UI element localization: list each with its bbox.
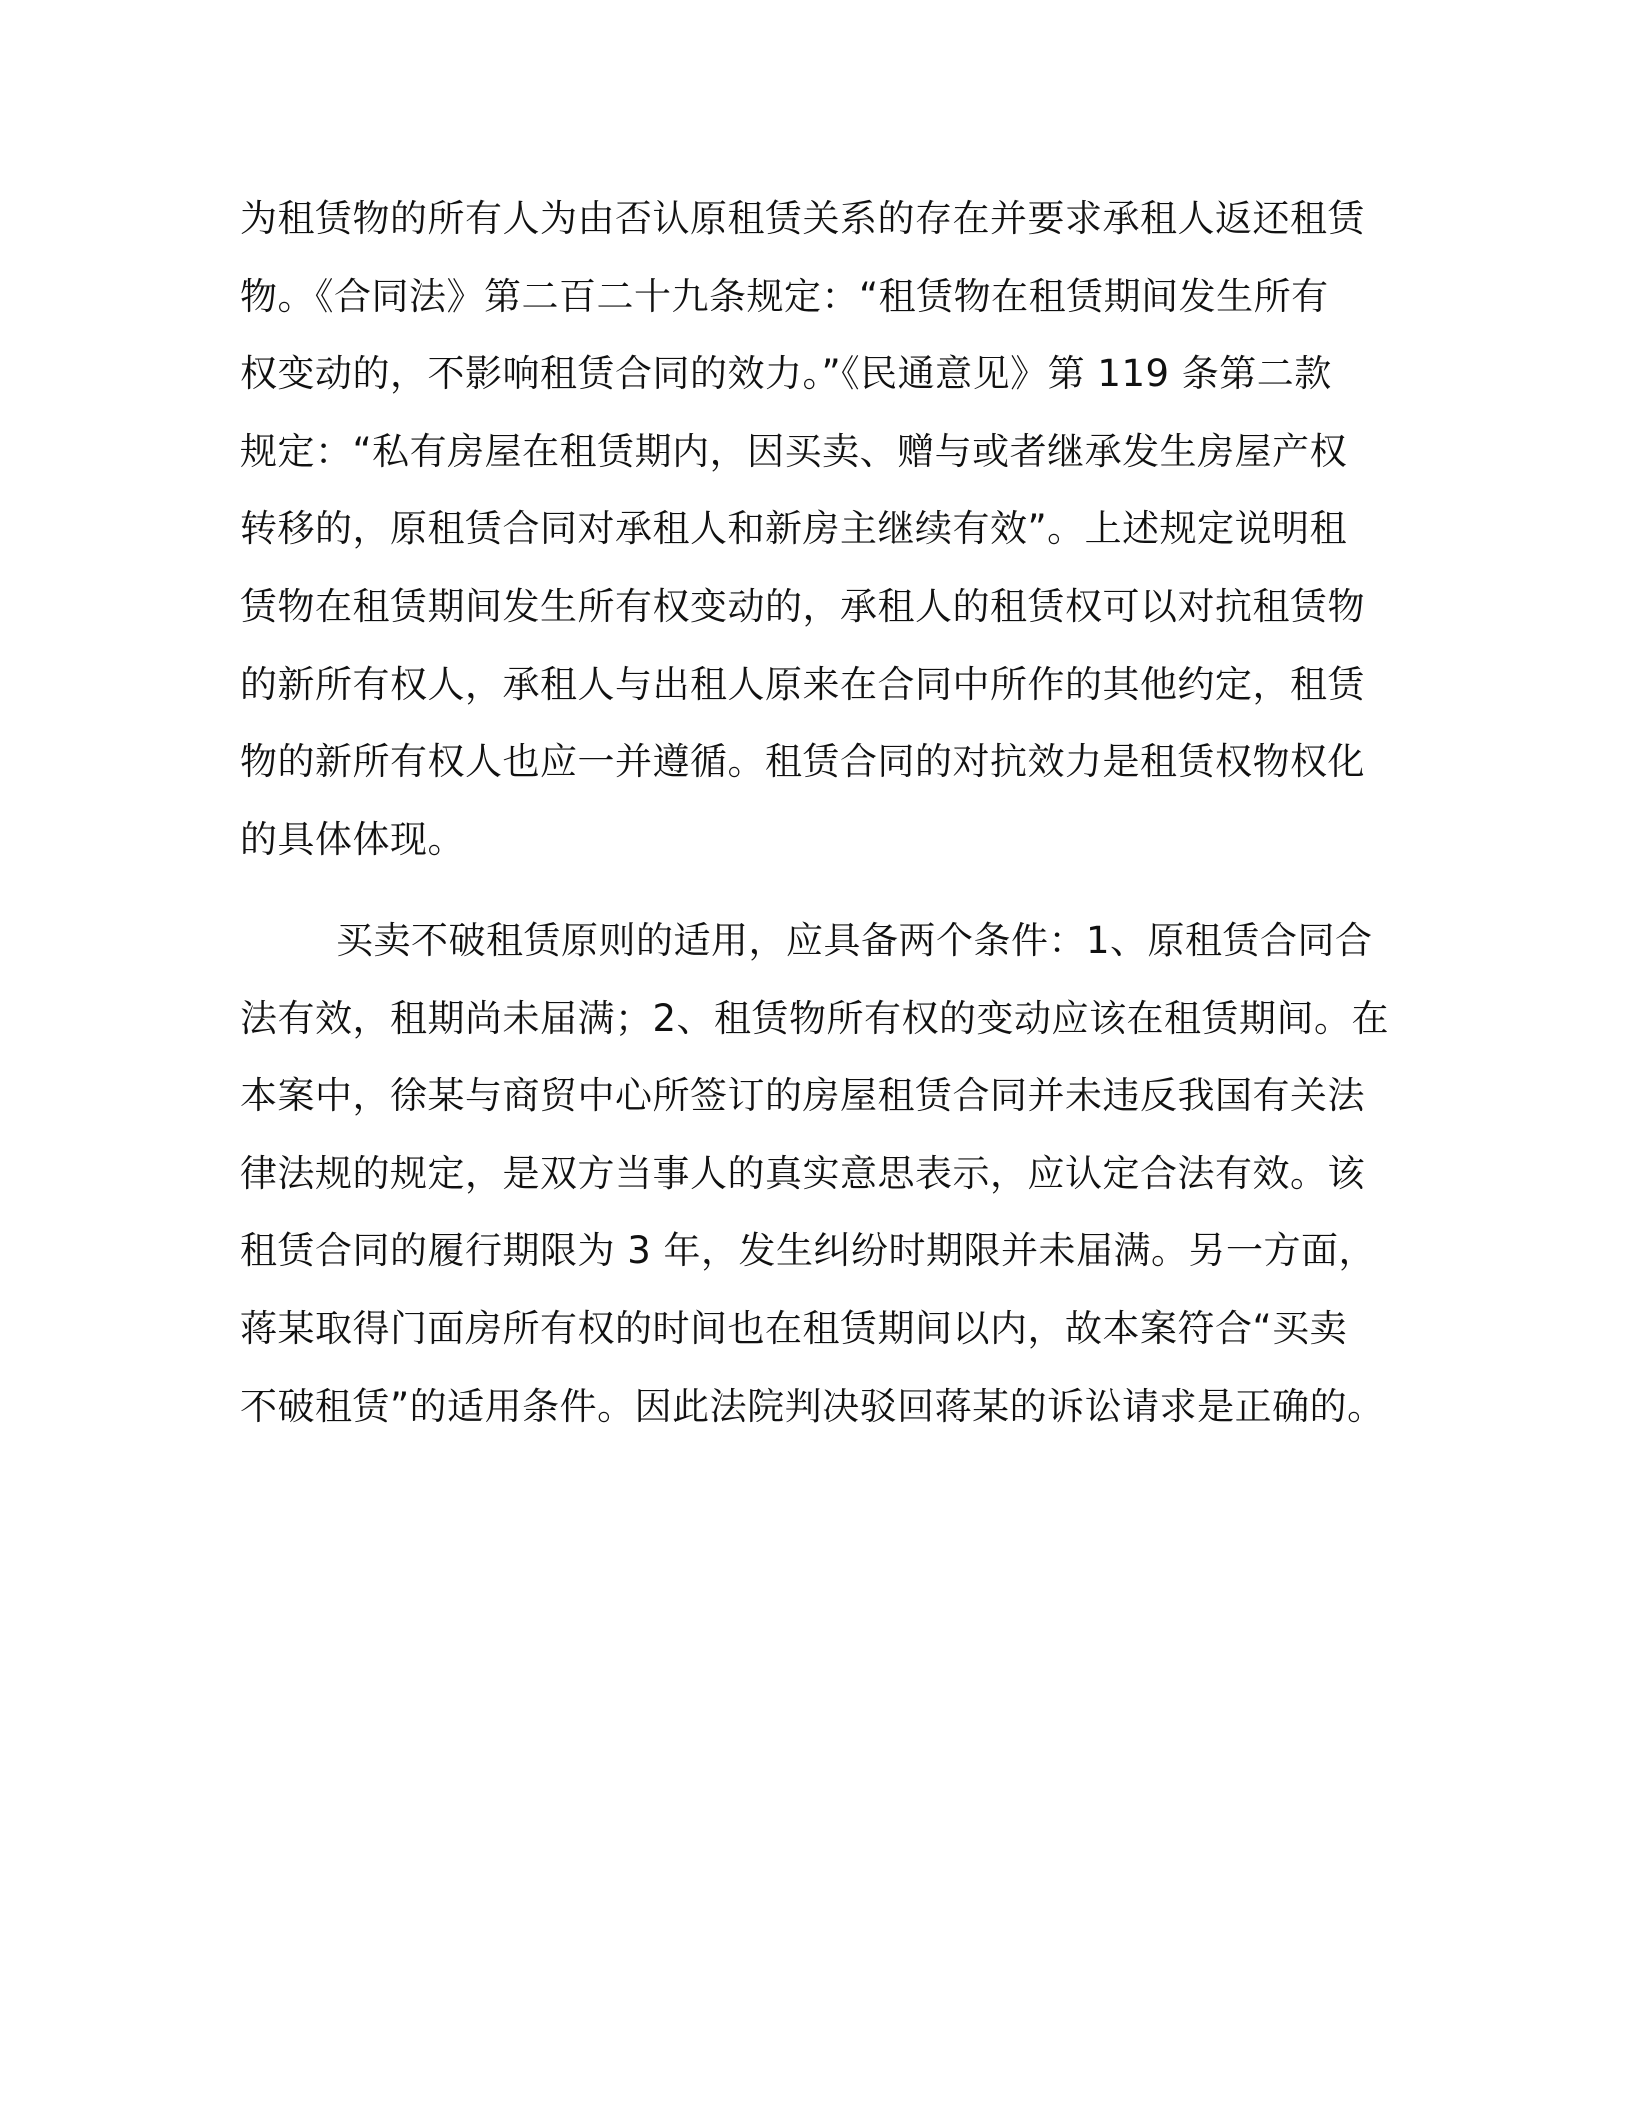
paragraph-line: 法有效，租期尚未届满；2、租赁物所有权的变动应该在租赁期间。在 [240, 996, 1390, 1040]
paragraph-line: 规定：“私有房屋在租赁期内，因买卖、赠与或者继承发生房屋产权 [240, 429, 1348, 473]
paragraph-line: 本案中，徐某与商贸中心所签订的房屋租赁合同并未违反我国有关法 [240, 1074, 1365, 1118]
paragraph-line: 物的新所有权人也应一并遵循。租赁合同的对抗效力是租赁权物权化 [240, 740, 1365, 784]
paragraph-line: 的具体体现。 [240, 817, 465, 861]
paragraph-line: 赁物在租赁期间发生所有权变动的，承租人的租赁权可以对抗租赁物 [240, 584, 1365, 628]
paragraph-line: 权变动的，不影响租赁合同的效力。”《民通意见》第 119 条第二款 [240, 352, 1332, 396]
paragraph-line: 物。《合同法》第二百二十九条规定：“租赁物在租赁期间发生所有 [240, 274, 1329, 318]
paragraph-line: 蒋某取得门面房所有权的时间也在租赁期间以内，故本案符合“买卖 [240, 1306, 1348, 1350]
paragraph-line: 租赁合同的履行期限为 3 年，发生纠纷时期限并未届满。另一方面， [240, 1229, 1377, 1273]
paragraph-1 [240, 180, 1365, 878]
paragraph-line: 为租赁物的所有人为由否认原租赁关系的存在并要求承租人返还租赁 [240, 197, 1365, 240]
paragraph-2 [240, 902, 1389, 1445]
paragraph-line: 不破租赁”的适用条件。因此法院判决驳回蒋某的诉讼请求是正确的。 [240, 1384, 1385, 1428]
paragraph-line: 的新所有权人，承租人与出租人原来在合同中所作的其他约定，租赁 [240, 662, 1365, 706]
paragraph-line: 律法规的规定，是双方当事人的真实意思表示，应认定合法有效。该 [240, 1151, 1365, 1195]
paragraph-line: 转移的，原租赁合同对承租人和新房主继续有效”。上述规定说明租 [240, 507, 1348, 551]
paragraph-first-line: 买卖不破租赁原则的适用，应具备两个条件：1、原租赁合同合 [336, 919, 1373, 962]
